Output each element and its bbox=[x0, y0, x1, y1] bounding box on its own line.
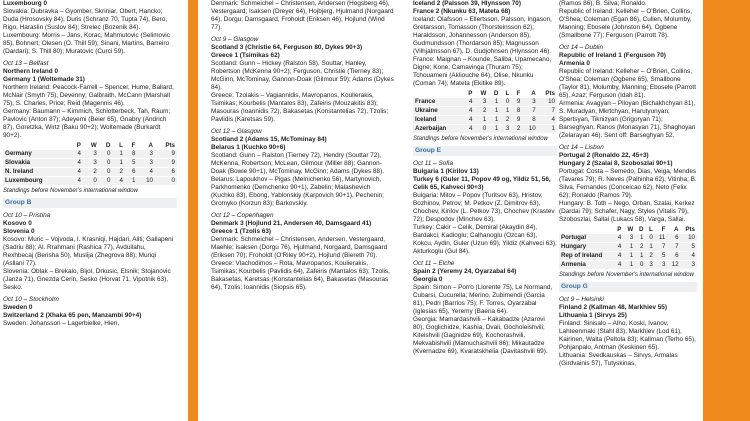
stat-cell: 4 bbox=[463, 98, 475, 107]
stat-cell: 4 bbox=[614, 261, 624, 270]
match-date-venue: Oct 14 – Lisbon bbox=[559, 144, 604, 151]
col3-text-a bbox=[413, 0, 557, 88]
team-name-cell: N. Ireland bbox=[3, 168, 70, 177]
stat-cell: 2 bbox=[474, 107, 488, 116]
column-header: L bbox=[119, 142, 123, 149]
match-result: Finland 2 (Kallman 48, Markhiev 55) bbox=[559, 304, 667, 311]
column-header: W bbox=[627, 226, 634, 233]
stat-cell: 5 bbox=[681, 243, 697, 252]
stat-cell: 1 bbox=[488, 107, 500, 116]
lineup-text: Northern Ireland: Peacock-Farrell – Spencer, Hume, Ballard, McNair (Smyth 75), Devenny; Galbraith, McCann (Marshall 75), S. Charles, Price; Reid (Magennis 46). bbox=[3, 84, 174, 107]
stat-cell: 4 bbox=[137, 168, 155, 177]
team-name-cell: Ukraine bbox=[413, 107, 463, 116]
stat-cell: 0 bbox=[99, 150, 113, 159]
stat-cell: 7 bbox=[667, 243, 680, 252]
lineup-text: Luxembourg: Morris – Jans, Korac, Mahmutovic (Selimovic 85), Bohnert; Olesen (O. Thill 59); Sinani, Martins, Barreiro (Dardari); S. Thill 80); Muratovic (Curci 59). bbox=[3, 32, 170, 55]
lineup-text: Hungary: B. Toth – Nego, Orban, Szalai, Kerkez (Dardai 79); Schafer, Nagy, Styles (Vitalis 79), Szoboszlai, Sallai (Lukacs 58), Varga, Sallai. bbox=[559, 200, 695, 223]
stat-cell: 10 bbox=[522, 125, 537, 134]
stat-cell: 2 bbox=[112, 168, 125, 177]
stat-cell: 8 bbox=[125, 150, 138, 159]
column-header: F bbox=[661, 226, 666, 233]
column-header bbox=[3, 142, 70, 150]
stat-cell: 6 bbox=[155, 168, 177, 177]
lineup-text: Scotland: Gunn – Ralston (Tierney 72), Hendry (Souttar 72), McKenna, Robertson; McLean, Gilmour (Miller 88); Gannon-Doak (Bowie 90+1), McTominay, McGinn; Adams (Dykes 88). bbox=[211, 152, 385, 175]
group-f-standings-table bbox=[559, 226, 697, 270]
stat-cell: 1 bbox=[623, 243, 635, 252]
stat-cell: 2 bbox=[500, 116, 511, 125]
match-result: Bulgaria 1 (Kirilov 13) bbox=[413, 168, 479, 175]
stat-cell: 0 bbox=[500, 98, 511, 107]
stat-cell: 0 bbox=[474, 125, 488, 134]
stat-cell: 1 bbox=[488, 116, 500, 125]
table-row bbox=[413, 125, 557, 134]
stat-cell: 3 bbox=[645, 261, 654, 270]
match-result: Hungary 2 (Szalai 8, Szoboszlai 90+1) bbox=[559, 160, 673, 167]
col1-text-a bbox=[3, 0, 177, 140]
lineup-text: Georgia: Mamardashvili – Kakabadze (Azarovi 80), Goglichidze, Kashia, Dvali, Gocholeishvili; Kiteishvili (Gagnidze 69), Kochorashvili, Mekvabishvili (Mamuchashvili 86); Mikautadze (Kvernadze 69), Kvaratskhelia (Davitashvili 69). bbox=[413, 316, 548, 355]
column-header: W bbox=[90, 142, 97, 149]
stat-cell: 4 bbox=[463, 116, 475, 125]
column-header: Pts bbox=[545, 90, 555, 97]
stat-cell: 4 bbox=[112, 177, 125, 186]
stat-cell: 2 bbox=[635, 243, 645, 252]
stat-cell: 1 bbox=[623, 261, 635, 270]
team-name-cell: Azerbaijan bbox=[413, 125, 463, 134]
standings-note: Standings before November's international window bbox=[3, 188, 138, 194]
stat-cell: 3 bbox=[500, 125, 511, 134]
table-row bbox=[559, 243, 697, 252]
lineup-text: Bulgaria: Mitov – Popov (Turitsov 63), Hristov, Bozhinov, Petrov; M. Petkov (Z. Dimitrov 63), Chochev, Kirilov (L. Petkov 73), Chochev (Krastev 72); Despodov (Minchev 63). bbox=[413, 192, 555, 223]
stat-cell: 3 bbox=[474, 98, 488, 107]
column-header: L bbox=[649, 226, 653, 233]
lineup-text: Lithuania: Svedkauskas – Sirvys, Armalas (Girdvainis 57), Tutyskinas, bbox=[559, 352, 678, 367]
team-name-cell: Germany bbox=[3, 150, 70, 159]
stat-cell: 1 bbox=[112, 150, 125, 159]
match-result: Greece 1 (Tsimikas 62) bbox=[211, 52, 280, 59]
match-date-venue: Oct 14 – Dublin bbox=[559, 44, 604, 51]
group-e-header: Group E bbox=[413, 146, 557, 156]
stat-cell: 10 bbox=[538, 98, 557, 107]
standings-note: Standings before November's international window bbox=[559, 272, 694, 278]
match-date-venue: Oct 9 – Helsinki bbox=[559, 296, 604, 303]
stat-cell: 1 bbox=[635, 252, 645, 261]
lineup-text: Republic of Ireland: Kelleher – O'Brien, Collins, O'Shea; Coleman (Egan 86), Cullen, Molumby, Manning; Ebosele (Johnston 64), Ogbene (Smallbone 77); Ferguson (Parrott 78). bbox=[559, 8, 693, 39]
column-2 bbox=[208, 0, 398, 421]
lineup-text: Scotland: Gunn – Hickey (Ralston 58), Souttar, Hanley, Robertson (McKenna 90+2); Ferguson, Christie (Tierney 83); McGinn, McTominay, Gannon-Doak (Gilmour 59); Adams (Dykes 84). bbox=[211, 60, 394, 91]
column-header: A bbox=[531, 90, 536, 97]
match-result: Republic of Ireland 1 (Ferguson 70) bbox=[559, 52, 666, 59]
table-row bbox=[559, 234, 697, 243]
table-row bbox=[3, 150, 177, 159]
match-date-venue: Oct 9 – Glasgow bbox=[211, 36, 259, 43]
group-a-standings-table bbox=[3, 142, 177, 186]
column-header: P bbox=[76, 142, 81, 149]
lineup-text: Finland: Sinisalo – Alho, Koski, Ivanov, Lahteenmaki (Stahl 83); Markhiev (Lod 61), Kairinen, Walta (Peltola 83); Kallman (Terho 65), Pohjanpalo, Antman (Keskinen 65). bbox=[559, 320, 696, 351]
stat-cell: 9 bbox=[155, 159, 177, 168]
lineup-text: Slovenia: Oblak – Brekalo, Bijol, Drkusic, Elsnik; Stojanovic (Janza 71), Gnezda Cerin, Sesko (Horvat 71, Vipotnik 63), Sesko. bbox=[3, 268, 171, 291]
stat-cell: 3 bbox=[623, 234, 635, 243]
stat-cell: 4 bbox=[614, 243, 624, 252]
stat-cell: 8 bbox=[511, 107, 522, 116]
table-header-row bbox=[3, 142, 177, 150]
stat-cell: 1 bbox=[488, 98, 500, 107]
lineup-text: Greece: Vlachodimos – Rota, Mavropanos, Koulierakis, Tsimikas; Kourbelis (Pavlidis 64), Zafeiris (Mantalos 63); Tzolis, Bakasetas, Karetsas (Konstantelias 64), Bakasetas (Masouras 64), Tzolis; Ioannidis (Siopsis 65). bbox=[211, 260, 390, 291]
column-header: F bbox=[131, 142, 136, 149]
match-result: Germany 1 (Woltemade 31) bbox=[3, 76, 85, 83]
column-header: D bbox=[105, 142, 111, 149]
table-row bbox=[413, 107, 557, 116]
column-header: Pts bbox=[685, 226, 695, 233]
stat-cell: 4 bbox=[70, 177, 83, 186]
table-row bbox=[3, 159, 177, 168]
match-result: Armenia 0 bbox=[559, 60, 590, 67]
match-result: Greece 1 (Tzolis 63) bbox=[211, 228, 272, 235]
match-result: Slovenia 0 bbox=[3, 228, 35, 235]
team-name-cell: Slovakia bbox=[3, 159, 70, 168]
table-row bbox=[413, 98, 557, 107]
stat-cell: 3 bbox=[137, 150, 155, 159]
column-header: L bbox=[505, 90, 510, 97]
lineup-text: Denmark: Schmeichel – Christensen, Andersen, Vestergaard, Maehle; Isaksen (Dorgu 76), Hjulmand, Norgaard, Damsgaard (Eriksen 70); Froholdt (O'Riley 90+2), Hojlund (Biereth 70). bbox=[211, 236, 388, 259]
match-result: Turkey 6 (Guler 11, Popov 49 og, Yildiz 51, 56, Celik 65, Kahveci 90+3) bbox=[413, 176, 551, 191]
lineup-text: Portugal: Costa – Semedo, Dias, Veiga, Mendes (Tavares 79); R. Neves (Palhinha 62), Vitinha; B. Silva, Fernandes (Conceicao 62), Neto (Felix 62); Ronaldo (Ramos 79). bbox=[559, 168, 697, 199]
column-header: D bbox=[493, 90, 499, 97]
match-date-venue: Oct 11 – Sofia bbox=[413, 160, 454, 167]
stat-cell: 1 bbox=[474, 116, 488, 125]
stat-cell: 6 bbox=[125, 168, 138, 177]
team-name-cell: Portugal bbox=[559, 234, 614, 243]
stat-cell: 1 bbox=[112, 159, 125, 168]
match-result: Northern Ireland 0 bbox=[3, 68, 59, 75]
stat-cell: 4 bbox=[70, 159, 83, 168]
stat-cell: 3 bbox=[681, 261, 697, 270]
column-header: P bbox=[468, 90, 473, 97]
column-header: Pts bbox=[165, 142, 175, 149]
team-name-cell: Luxembourg bbox=[3, 177, 70, 186]
stat-cell: 1 bbox=[500, 107, 511, 116]
stat-cell: 1 bbox=[645, 243, 654, 252]
col4-text-b bbox=[559, 296, 697, 368]
stat-cell: 1 bbox=[635, 234, 645, 243]
match-date-venue: Oct 10 – Pristina bbox=[3, 212, 51, 219]
stat-cell: 1 bbox=[538, 125, 557, 134]
column-header bbox=[413, 90, 463, 98]
column-header: A bbox=[674, 226, 679, 233]
stat-cell: 3 bbox=[522, 98, 537, 107]
lineup-text: Greece: Tzolakis – Vagiannidis, Mavropanos, Koulierakis, Tsimikas; Kourbelis (Mantalos 83), Zafeiris (Mouzakitis 83); Masouras (Ioannidis 72), Bakasetas (Konstantelias 72), Tzolis; Pavlidis (Karetsas 59). bbox=[211, 92, 389, 123]
lineup-text: Belarus: Lapoukhov – Pigas (Melnichenko 56), Martynovich, Parkhomenko (Demchenko 90+1), Zabelin; Malashevich (Kuchko 83), Ebong, Yablonskiy (Karpovich 90+1), Pechenin; Gromyko (Korzun 83); Barkovskiy. bbox=[211, 176, 384, 207]
group-d-standings-table bbox=[413, 90, 557, 134]
stat-cell: 9 bbox=[155, 150, 177, 159]
match-result: Georgia 0 bbox=[413, 276, 443, 283]
column-3 bbox=[410, 0, 560, 421]
group-b-header: Group B bbox=[3, 198, 177, 208]
lineup-text: Denmark: Schmeichel – Christensen, Andersen (Hogsberg 46), Vestergaard; Isaksen (Dreyer 64), Hojbjerg, Hjulmand (Norgaard 64), Dorgu; Damsgaard, Froholdt (Eriksen 46); Hojlund (Wind 77). bbox=[211, 0, 394, 31]
match-result: Kosovo 0 bbox=[3, 220, 32, 227]
table-header-row bbox=[559, 226, 697, 234]
stat-cell: 4 bbox=[614, 252, 624, 261]
lineup-text: Armenia: Avagyan – Piloyan (Bichakhchyan 81), S. Muradyan, Mkrtchyan, Harutyunyan; Spertsyan, Tiknizyan (Grigoryan 71); Barseghyan, Ranos (Monasyan 71), Shaghoyan (Zelarayan 46). Sent off: Barseghyan 52. bbox=[559, 100, 696, 139]
match-result: Lithuania 1 (Sirvys 25) bbox=[559, 312, 627, 319]
match-date-venue: Oct 13 – Belfast bbox=[3, 60, 49, 67]
match-date-venue: Oct 12 – Copenhagen bbox=[211, 212, 274, 219]
stat-cell: 5 bbox=[125, 159, 138, 168]
column-header: D bbox=[638, 226, 644, 233]
match-result: Scotland 3 (Christie 64, Ferguson 80, Dykes 90+3) bbox=[211, 44, 363, 51]
stat-cell: 4 bbox=[70, 150, 83, 159]
stat-cell: 7 bbox=[538, 107, 557, 116]
stat-cell: 10 bbox=[137, 177, 155, 186]
col1-text-b bbox=[3, 212, 177, 328]
stat-cell: 6 bbox=[667, 234, 680, 243]
match-date-venue: Oct 10 – Stockholm bbox=[3, 296, 59, 303]
stat-cell: 5 bbox=[655, 252, 668, 261]
stat-cell: 0 bbox=[645, 234, 654, 243]
stat-cell: 1 bbox=[488, 125, 500, 134]
team-name-cell: Iceland bbox=[413, 116, 463, 125]
stat-cell: 2 bbox=[645, 252, 654, 261]
lineup-text: France: Maignan – Kounde, Saliba, Upamecano, Digne; Kone, Camavinga (Thuram 75); Tchouameni (Akliouche 64), Olise, Nkunku (Coman 74); Mateta (Ekitike 89). bbox=[413, 56, 552, 87]
col3-text-b bbox=[413, 160, 557, 356]
match-result: Belarus 1 (Kuchko 90+6) bbox=[211, 144, 286, 151]
col2-text bbox=[211, 0, 395, 292]
stat-cell: 4 bbox=[614, 234, 624, 243]
table-row bbox=[559, 261, 697, 270]
match-result: Sweden 0 bbox=[3, 304, 33, 311]
stat-cell: 2 bbox=[511, 125, 522, 134]
stat-cell: 10 bbox=[681, 234, 697, 243]
stat-cell: 4 bbox=[70, 168, 83, 177]
match-result: Luxembourg 0 bbox=[3, 0, 48, 7]
stat-cell: 8 bbox=[522, 116, 537, 125]
stat-cell: 7 bbox=[655, 243, 668, 252]
lineup-text: Kosovo: Muric – Vojvoda, I. Krasniqi, Hajdari, Aliti; Gallapeni (Sadriu 88); Al. Rrahmani (Rashica 77), Avdullahu, Rexhbecaj (Berisha 50), Muslija (Zhegrova 88); Muriqi (Asllani 77). bbox=[3, 236, 174, 267]
stat-cell: 3 bbox=[655, 261, 668, 270]
stat-cell: 6 bbox=[667, 252, 680, 261]
match-result: Scotland 2 (Adams 15, McTominay 84) bbox=[211, 136, 327, 143]
orange-page-edge bbox=[703, 0, 750, 421]
stat-cell: 4 bbox=[463, 125, 475, 134]
stat-cell: 0 bbox=[99, 168, 113, 177]
match-result: Switzerland 2 (Xhaka 65 pen, Manzambi 90+4) bbox=[3, 312, 142, 319]
stat-cell: 11 bbox=[655, 234, 668, 243]
stat-cell: 4 bbox=[463, 107, 475, 116]
team-name-cell: Hungary bbox=[559, 243, 614, 252]
table-header-row bbox=[413, 90, 557, 98]
table-row bbox=[559, 252, 697, 261]
column-header: A bbox=[148, 142, 153, 149]
stat-cell: 3 bbox=[137, 159, 155, 168]
lineup-text: Spain: Simon – Porro (Llorente 75), Le Normand, Cubarsi, Cucurella; Merino, Zubimendi (Garcia 81), Pedri (Barrios 75); F. Torres, Oyarzabal (Iglesias 65), Yeremy (Baena 64). bbox=[413, 284, 553, 315]
team-name-cell: Armenia bbox=[559, 261, 614, 270]
stat-cell: 0 bbox=[155, 177, 177, 186]
stat-cell: 3 bbox=[83, 150, 99, 159]
team-name-cell: Rep of Ireland bbox=[559, 252, 614, 261]
lineup-text: Iceland: Olafsson – Ellertsson, Palsson, Ingason, Gretarsson, Tomasson (Thorsteinsson 62); Haraldsson, Johannesson (Anderson 85), Gudmundsson (Thordarson 85); Magnusson (Vilhjalmsson 67), D. Gudjohnsen (Hlynsson 46). bbox=[413, 16, 552, 55]
column-header bbox=[559, 226, 614, 234]
lineup-text: Germany: Baumann – Kimmich, Schlotterbeck, Tah, Raum; Pavlovic (Anton 87); Adeyemi (Beier 65), Gnabry (Andrich 87), Goretzka, Wirtz (Baku 90+2); Woltemade (Burkardt 90+2). bbox=[3, 108, 171, 139]
column-4 bbox=[556, 0, 700, 421]
stat-cell: 0 bbox=[99, 177, 113, 186]
stat-cell: 1 bbox=[623, 252, 635, 261]
lineup-text: Sweden: Johansson – Lagerbielke, Hien, bbox=[3, 320, 120, 327]
match-result: Spain 2 (Yeremy 24, Oyarzabal 64) bbox=[413, 268, 517, 275]
column-1 bbox=[0, 0, 180, 421]
stat-cell: 0 bbox=[83, 177, 99, 186]
lineup-text: (Ramos 86), B. Silva; Ronaldo. bbox=[559, 0, 647, 7]
table-row bbox=[413, 116, 557, 125]
team-name-cell: France bbox=[413, 98, 463, 107]
lineup-text: Turkey: Cakir – Celik, Demiral (Akaydin 84), Bardakci, Kadioglu; Calhanoglu (Ozcan 63), Kokcu, Aydin, Guler (Uzun 69), Yildiz (Kahveci 63); Akturkoglu (Gul 84). bbox=[413, 224, 557, 255]
col4-text-a bbox=[559, 0, 697, 224]
stat-cell: 9 bbox=[511, 116, 522, 125]
column-header: W bbox=[480, 90, 487, 97]
lineup-text: Republic of Ireland: Kelleher – O'Brien, Collins, O'Shea; Coleman (Ogbene 65), Smallbone (Taylor 81), Molumby, Manning; Ebosele (Parrott 65), Azaz; Ferguson (Idah 81). bbox=[559, 68, 696, 99]
group-g-header: Group G bbox=[559, 282, 697, 292]
stat-cell: 0 bbox=[635, 261, 645, 270]
stat-cell: 3 bbox=[83, 159, 99, 168]
match-result: Portugal 2 (Ronaldo 22, 45+3) bbox=[559, 152, 649, 159]
match-date-venue: Oct 12 – Glasgow bbox=[211, 128, 262, 135]
stat-cell: 4 bbox=[538, 116, 557, 125]
table-row bbox=[3, 168, 177, 177]
column-header: F bbox=[516, 90, 521, 97]
stat-cell: 9 bbox=[511, 98, 522, 107]
stat-cell: 12 bbox=[667, 261, 680, 270]
stat-cell: 7 bbox=[522, 107, 537, 116]
match-result: Iceland 2 (Palsson 39, Hlynsson 70) bbox=[413, 0, 521, 7]
match-date-venue: Oct 11 – Elche bbox=[413, 260, 455, 267]
stat-cell: 2 bbox=[83, 168, 99, 177]
match-result: France 2 (Nkunku 63, Mateta 68) bbox=[413, 8, 511, 15]
table-row bbox=[3, 177, 177, 186]
lineup-text: Slovakia: Dubravka – Gyomber, Skriniar, Obert, Hancko; Duda (Hrosovsky 84); Duris (Schranz 70, Tupta 74), Bero, Rigo, Haraslin (Suslov 84); Strelec (Bozenik 84). bbox=[3, 8, 168, 31]
stat-cell: 4 bbox=[681, 252, 697, 261]
standings-note: Standings before November's international window bbox=[413, 136, 548, 142]
orange-divider-band bbox=[188, 0, 198, 421]
column-header: P bbox=[617, 226, 622, 233]
stat-cell: 1 bbox=[125, 177, 138, 186]
match-result: Denmark 3 (Hojlund 21, Andersen 40, Damsgaard 41) bbox=[211, 220, 372, 227]
stat-cell: 0 bbox=[99, 159, 113, 168]
